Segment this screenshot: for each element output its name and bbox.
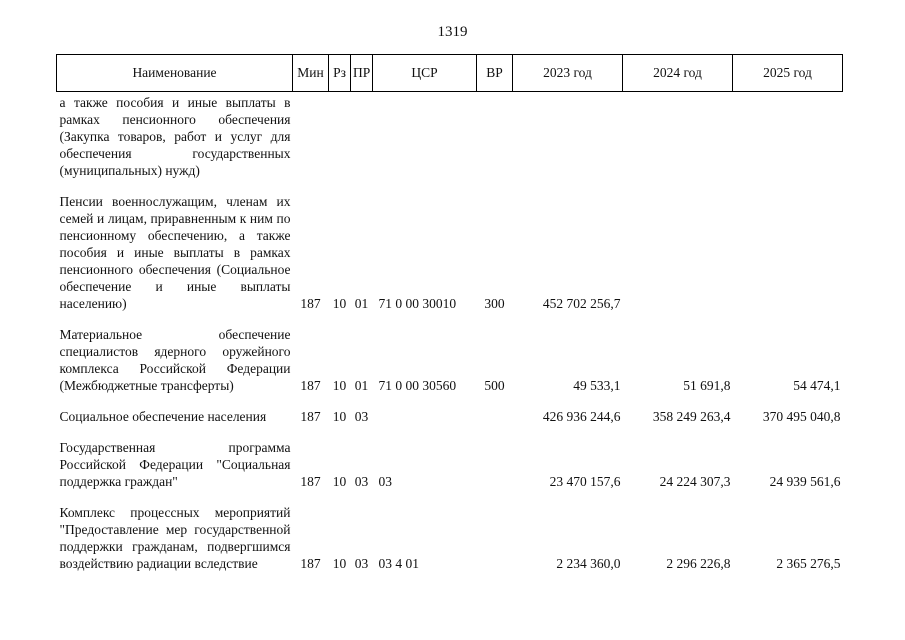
row-2023: 426 936 244,6 <box>542 409 621 424</box>
row-pr: 03 <box>354 556 369 571</box>
row-min: 187 <box>300 409 321 424</box>
row-vr: 300 <box>484 296 505 311</box>
table-row <box>57 490 843 572</box>
row-2024 <box>623 179 733 312</box>
header-rz: Рз <box>329 55 351 92</box>
row-min: 187 <box>300 556 321 571</box>
budget-table <box>56 54 843 572</box>
row-pr: 03 <box>354 409 369 424</box>
row-csr: 71 0 00 30560 <box>378 378 457 393</box>
table-row <box>57 179 843 312</box>
row-2023 <box>513 92 623 180</box>
row-vr <box>477 490 513 572</box>
row-2025 <box>733 179 843 312</box>
table-row <box>57 312 843 394</box>
row-vr <box>477 394 513 425</box>
row-2025: 370 495 040,8 <box>762 409 841 424</box>
row-name: Государственная программа Российской Федерации "Социальная поддержка граждан" <box>59 440 291 489</box>
row-2024: 51 691,8 <box>683 378 731 393</box>
row-2025: 2 365 276,5 <box>776 556 841 571</box>
table-row <box>57 92 843 180</box>
row-rz: 10 <box>332 474 347 489</box>
row-2024: 24 224 307,3 <box>659 474 731 489</box>
page-number: 1319 <box>437 24 468 40</box>
row-vr: 500 <box>484 378 505 393</box>
table-header <box>57 55 843 92</box>
row-name: Материальное обеспечение специалистов ядерного оружейного комплекса Российской Федерации (Межбюджетные трансферты) <box>59 327 291 393</box>
row-rz: 10 <box>332 409 347 424</box>
row-csr <box>373 92 477 180</box>
row-csr: 03 4 01 <box>378 556 419 571</box>
row-2025 <box>733 92 843 180</box>
row-vr <box>477 425 513 490</box>
row-name: Пенсии военнослужащим, членам их семей и лицам, приравненным к ним по пенсионному обеспечению, а также пособия и иные выплаты в рамках пенсионного обеспечения (Социальное обеспечение и иные выплаты населению) <box>59 194 291 311</box>
row-2023: 452 702 256,7 <box>542 296 621 311</box>
row-min: 187 <box>300 296 321 311</box>
row-2024: 358 249 263,4 <box>652 409 731 424</box>
row-rz <box>329 92 351 180</box>
row-2025: 24 939 561,6 <box>769 474 841 489</box>
table-row <box>57 394 843 425</box>
row-rz: 10 <box>332 556 347 571</box>
row-pr: 01 <box>354 378 369 393</box>
header-name: Наименование <box>57 55 293 92</box>
header-csr: ЦСР <box>373 55 477 92</box>
header-pr: ПР <box>351 55 373 92</box>
row-name: Социальное обеспечение населения <box>59 409 267 424</box>
row-min: 187 <box>300 474 321 489</box>
row-pr: 03 <box>354 474 369 489</box>
row-csr <box>373 394 477 425</box>
table-row <box>57 425 843 490</box>
row-min: 187 <box>300 378 321 393</box>
header-2023: 2023 год <box>513 55 623 92</box>
row-csr: 03 <box>378 474 392 489</box>
row-rz: 10 <box>332 378 347 393</box>
row-csr: 71 0 00 30010 <box>378 296 457 311</box>
row-rz: 10 <box>332 296 347 311</box>
row-name: Комплекс процессных мероприятий "Предоставление мер государственной поддержки гражданам, подвергшимся воздействию радиации вследствие <box>59 505 291 571</box>
row-name: а также пособия и иные выплаты в рамках пенсионного обеспечения (Закупка товаров, работ и услуг для обеспечения государственных (муниципальных) нужд) <box>59 95 291 178</box>
row-2023: 23 470 157,6 <box>549 474 621 489</box>
row-2023: 49 533,1 <box>573 378 621 393</box>
row-2023: 2 234 360,0 <box>556 556 621 571</box>
row-vr <box>477 92 513 180</box>
header-2025: 2025 год <box>733 55 843 92</box>
row-pr <box>351 92 373 180</box>
header-min: Мин <box>293 55 329 92</box>
row-min <box>293 92 329 180</box>
row-2025: 54 474,1 <box>793 378 841 393</box>
row-2024 <box>623 92 733 180</box>
header-vr: ВР <box>477 55 513 92</box>
row-2024: 2 296 226,8 <box>666 556 731 571</box>
row-pr: 01 <box>354 296 369 311</box>
header-2024: 2024 год <box>623 55 733 92</box>
